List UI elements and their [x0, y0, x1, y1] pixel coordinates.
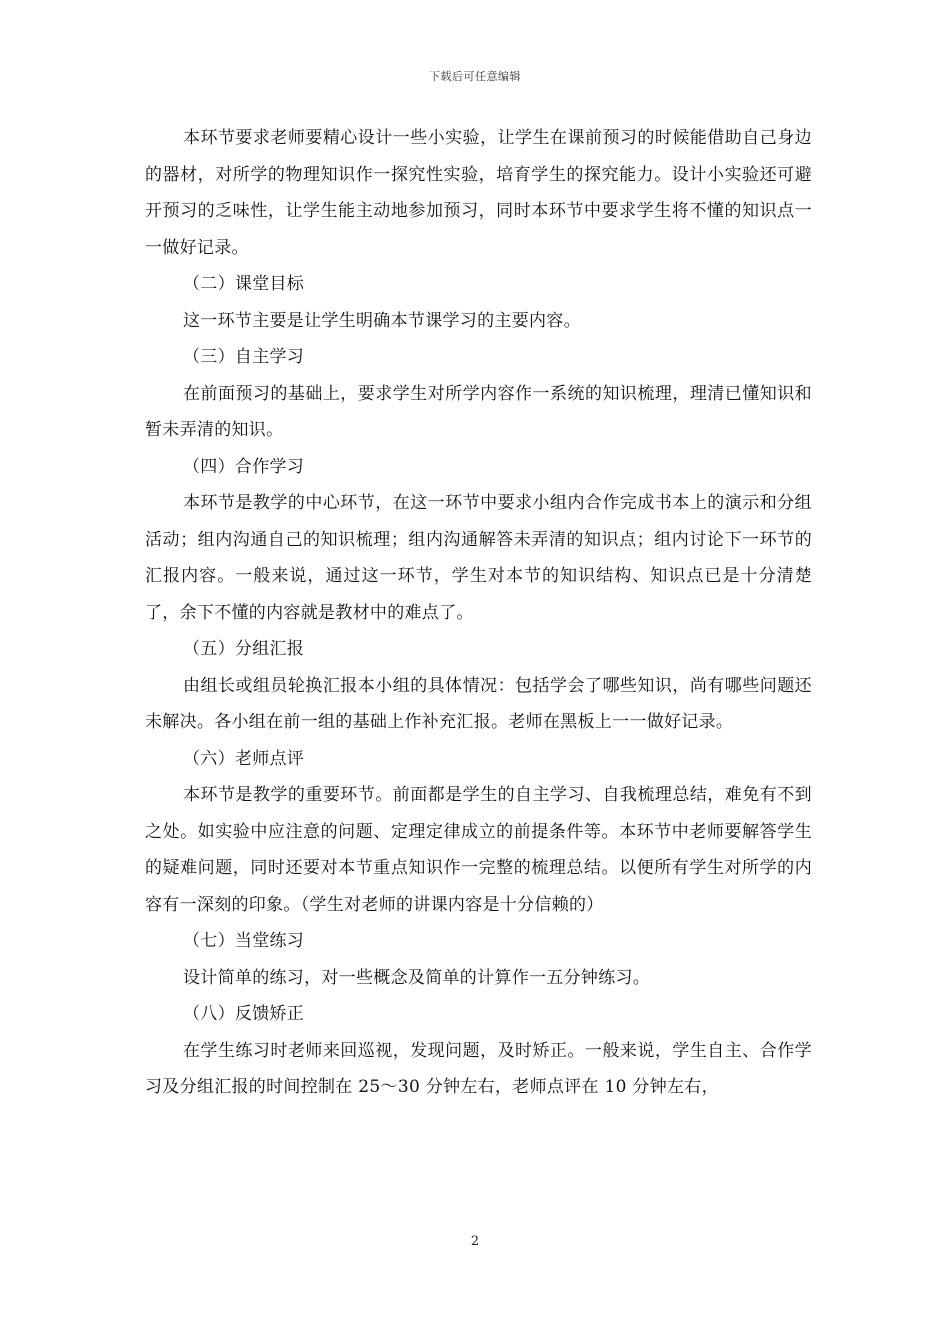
header-note: 下载后可任意编辑 — [429, 70, 521, 83]
section-heading-class-exercise: （七）当堂练习 — [183, 931, 305, 951]
section-paragraph-class-exercise: 设计简单的练习，对一些概念及简单的计算作一五分钟练习。 — [183, 967, 651, 988]
section-paragraph-group-report: 由组长或组员轮换汇报本小组的具体情况：包括学会了哪些知识，尚有哪些问题还未解决。各小组在前一组的基础上作补充汇报。老师在黑板上一一做好记录。 — [145, 675, 812, 732]
section-heading-classroom-goal: （二）课堂目标 — [183, 274, 305, 294]
section-heading-teacher-review: （六）老师点评 — [183, 748, 305, 769]
section-heading-group-report: （五）分组汇报 — [183, 639, 305, 659]
section-paragraph-cooperative-learning: 本环节是教学的中心环节，在这一环节中要求小组内合作完成书本上的演示和分组活动；组内沟通自己的知识梳理；组内沟通解答未弄清的知识点；组内讨论下一环节的汇报内容。一般来说，通过这一环节，学生对本节的知识结构、知识点已是十分清楚了，余下不懂的内容就是教材中的难点了。 — [145, 493, 812, 623]
section-paragraph-classroom-goal: 这一环节主要是让学生明确本节课学习的主要内容。 — [183, 310, 581, 331]
section-heading-self-study: （三）自主学习 — [183, 347, 305, 367]
section-heading-cooperative-learning: （四）合作学习 — [183, 456, 305, 477]
section-paragraph-teacher-review: 本环节是教学的重要环节。前面都是学生的自主学习、自我梳理总结，难免有不到之处。如实验中应注意的问题、定理定律成立的前提条件等。本环节中老师要解答学生的疑难问题，同时还要对本节重点知识作一完整的梳理总结。以便所有学生对所学的内容有一深刻的印象。（学生对老师的讲课内容是十分信赖的） — [145, 785, 812, 915]
section-heading-feedback-correction: （八）反馈矫正 — [183, 1004, 305, 1024]
intro-paragraph: 本环节要求老师要精心设计一些小实验，让学生在课前预习的时候能借助自己身边的器材，对所学的物理知识作一探究性实验，培育学生的探究能力。设计小实验还可避开预习的乏味性，让学生能主动地参加预习，同时本环节中要求学生将不懂的知识点一一做好记录。 — [145, 128, 812, 258]
section-paragraph-feedback-correction: 在学生练习时老师来回巡视，发现问题，及时矫正。一般来说，学生自主、合作学习及分组汇报的时间控制在 25～30 分钟左右，老师点评在 10 分钟左右， — [145, 1040, 812, 1097]
page-number: 2 — [470, 1234, 480, 1249]
document-body — [145, 120, 812, 1106]
section-paragraph-self-study: 在前面预习的基础上，要求学生对所学内容作一系统的知识梳理，理清已懂知识和暂未弄清的知识。 — [145, 383, 812, 440]
